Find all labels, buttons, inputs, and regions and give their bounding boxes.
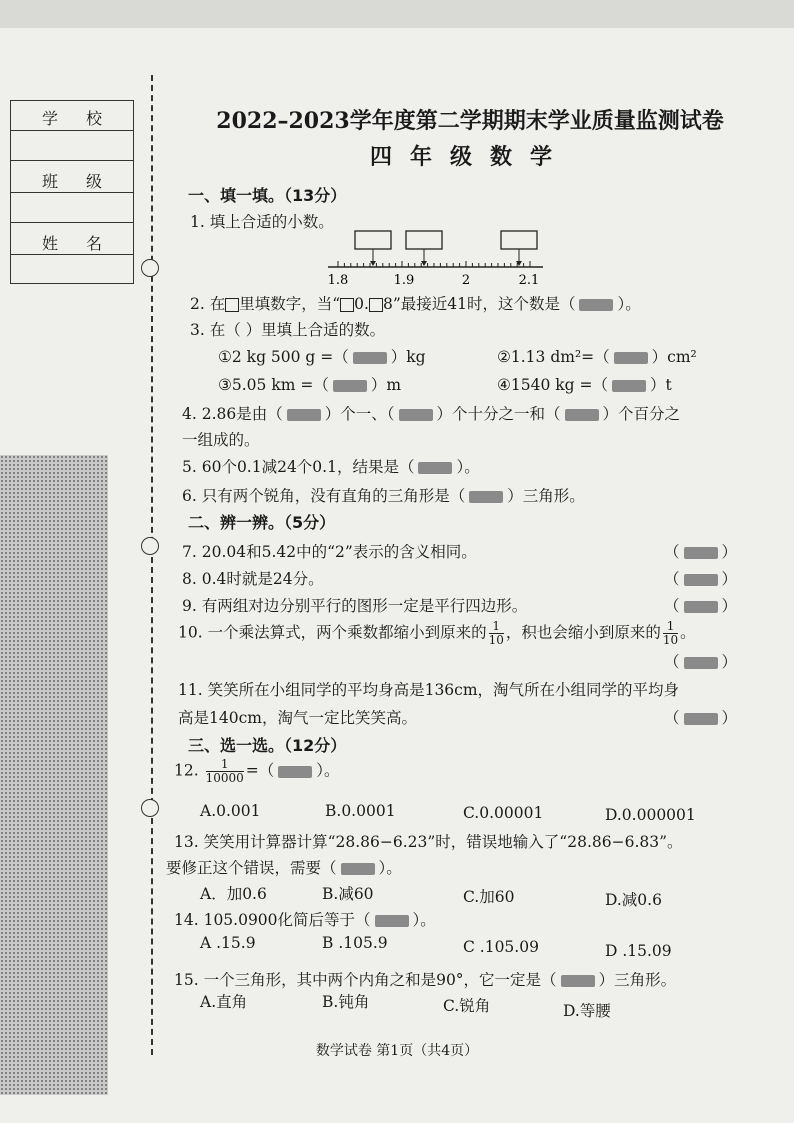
option-b[interactable]: B .105.9 — [322, 934, 388, 952]
answer-blank[interactable] — [612, 380, 646, 392]
tick-label: 2 — [461, 273, 471, 288]
digit-box[interactable] — [340, 298, 354, 312]
question-3: 3. 在（ ）里填上合适的数。 — [190, 321, 386, 339]
question-13-cont: 要修正这个错误，需要（ ）。 — [166, 859, 402, 877]
binding-hole — [141, 537, 159, 555]
option-d[interactable]: D.0.000001 — [605, 806, 696, 824]
question-3-item-2: ②1.13 dm²=（ ）cm² — [497, 348, 697, 366]
school-label: 学校 — [41, 109, 130, 128]
judge-blank[interactable]: （ ） — [664, 543, 738, 561]
judge-blank[interactable]: （ ） — [664, 653, 738, 671]
answer-blank[interactable] — [375, 915, 409, 927]
answer-blank[interactable] — [561, 975, 595, 987]
question-9: 9. 有两组对边分别平行的图形一定是平行四边形。 — [182, 597, 528, 615]
question-3-item-1: ①2 kg 500 g =（ ）kg — [218, 348, 426, 366]
option-d[interactable]: D.减0.6 — [605, 891, 662, 909]
school-blank[interactable] — [11, 131, 133, 161]
question-4-cont: 一组成的。 — [182, 431, 260, 449]
option-a[interactable]: A．加0.6 — [200, 885, 267, 903]
option-a[interactable]: A .15.9 — [200, 934, 256, 952]
question-3-item-3: ③5.05 km =（ ）m — [218, 376, 402, 394]
answer-blank[interactable] — [614, 352, 648, 364]
dotted-pattern — [0, 455, 108, 1095]
question-15: 15. 一个三角形，其中两个内角之和是90°，它一定是（ ）三角形。 — [174, 971, 677, 989]
question-11: 11. 笑笑所在小组同学的平均身高是136cm，淘气所在小组同学的平均身 — [178, 681, 680, 699]
fraction: $\frac{1}{10}$ — [488, 619, 504, 647]
option-b[interactable]: B.减60 — [322, 885, 374, 903]
option-b[interactable]: B.钝角 — [322, 993, 370, 1011]
judge-blank[interactable]: （ ） — [664, 709, 738, 727]
question-12: 12. $\frac{1}{10000}$ =（ ）。 — [174, 757, 340, 785]
judge-blank[interactable]: （ ） — [664, 597, 738, 615]
question-7: 7. 20.04和5.42中的“2”表示的含义相同。 — [182, 543, 477, 561]
name-blank[interactable] — [11, 255, 133, 283]
answer-blank[interactable] — [399, 409, 433, 421]
question-8: 8. 0.4时就是24分。 — [182, 570, 324, 588]
section-1-heading: 一、填一填。（13分） — [188, 186, 347, 205]
exam-subtitle: 四年级数学 — [369, 144, 570, 170]
fraction: $\frac{1}{10000}$ — [205, 757, 244, 785]
question-4: 4. 2.86是由（ ）个一、（ ）个十分之一和（ ）个百分之 — [182, 405, 681, 423]
name-row — [11, 223, 133, 255]
option-d[interactable]: D.等腰 — [563, 1002, 611, 1020]
question-10: 10. 一个乘法算式，两个乘数都缩小到原来的 $\frac{1}{10}$ ，积也会缩小到原来的 $\frac{1}{10}$ 。 — [178, 619, 696, 647]
question-2: 2. 在 里填数字，当“ 0. 8”最接近41时，这个数是（ ）。 — [190, 295, 641, 313]
question-13: 13. 笑笑用计算器计算“28.86−6.23”时，错误地输入了“28.86−6.83”。 — [174, 833, 683, 851]
tick-label: 1.8 — [327, 273, 349, 288]
option-d[interactable]: D .15.09 — [605, 942, 672, 960]
tick-label: 1.9 — [393, 273, 415, 288]
option-c[interactable]: C .105.09 — [463, 938, 539, 956]
answer-blank[interactable] — [353, 352, 387, 364]
fraction: $\frac{1}{10}$ — [662, 619, 679, 647]
class-row — [11, 161, 133, 193]
answer-blank[interactable] — [418, 462, 452, 474]
option-b[interactable]: B.0.0001 — [325, 802, 396, 820]
digit-box[interactable] — [225, 298, 239, 312]
answer-blank[interactable] — [579, 299, 613, 311]
question-6: 6. 只有两个锐角，没有直角的三角形是（ ）三角形。 — [182, 487, 585, 505]
answer-box[interactable] — [355, 231, 391, 249]
page-footer: 数学试卷 第1页（共4页） — [315, 1043, 479, 1059]
name-label: 姓名 — [41, 234, 130, 253]
answer-blank[interactable] — [333, 380, 367, 392]
class-blank[interactable] — [11, 193, 133, 223]
question-11-cont: 高是140cm，淘气一定比笑笑高。 — [178, 709, 417, 727]
judge-blank[interactable]: （ ） — [664, 570, 738, 588]
school-row — [11, 101, 133, 131]
digit-box[interactable] — [369, 298, 383, 312]
option-a[interactable]: A.直角 — [200, 993, 248, 1011]
answer-blank[interactable] — [287, 409, 321, 421]
answer-box[interactable] — [501, 231, 537, 249]
binding-hole — [141, 799, 159, 817]
option-c[interactable]: C.0.00001 — [463, 804, 544, 822]
question-3-item-4: ④1540 kg =（ ）t — [497, 376, 672, 394]
answer-blank[interactable] — [469, 491, 503, 503]
answer-box[interactable] — [406, 231, 442, 249]
number-line — [318, 228, 558, 298]
exam-title: 2022–2023学年度第二学期期末学业质量监测试卷 — [216, 108, 724, 134]
answer-blank[interactable] — [341, 863, 375, 875]
answer-blank[interactable] — [565, 409, 599, 421]
question-1: 1. 填上合适的小数。 — [190, 213, 334, 231]
option-c[interactable]: C.锐角 — [443, 997, 491, 1015]
tick-label: 2.1 — [518, 273, 540, 288]
section-3-heading: 三、选一选。（12分） — [188, 736, 347, 755]
question-14: 14. 105.0900化简后等于（ ）。 — [174, 911, 436, 929]
binding-line — [151, 75, 153, 1055]
answer-blank[interactable] — [278, 766, 312, 778]
option-a[interactable]: A.0.001 — [200, 802, 261, 820]
class-label: 班级 — [41, 172, 130, 191]
option-c[interactable]: C.加60 — [463, 888, 515, 906]
question-5: 5. 60个0.1减24个0.1，结果是（ ）。 — [182, 458, 480, 476]
section-2-heading: 二、辨一辨。（5分） — [188, 513, 336, 532]
student-info-box — [10, 100, 134, 284]
binding-hole — [141, 259, 159, 277]
